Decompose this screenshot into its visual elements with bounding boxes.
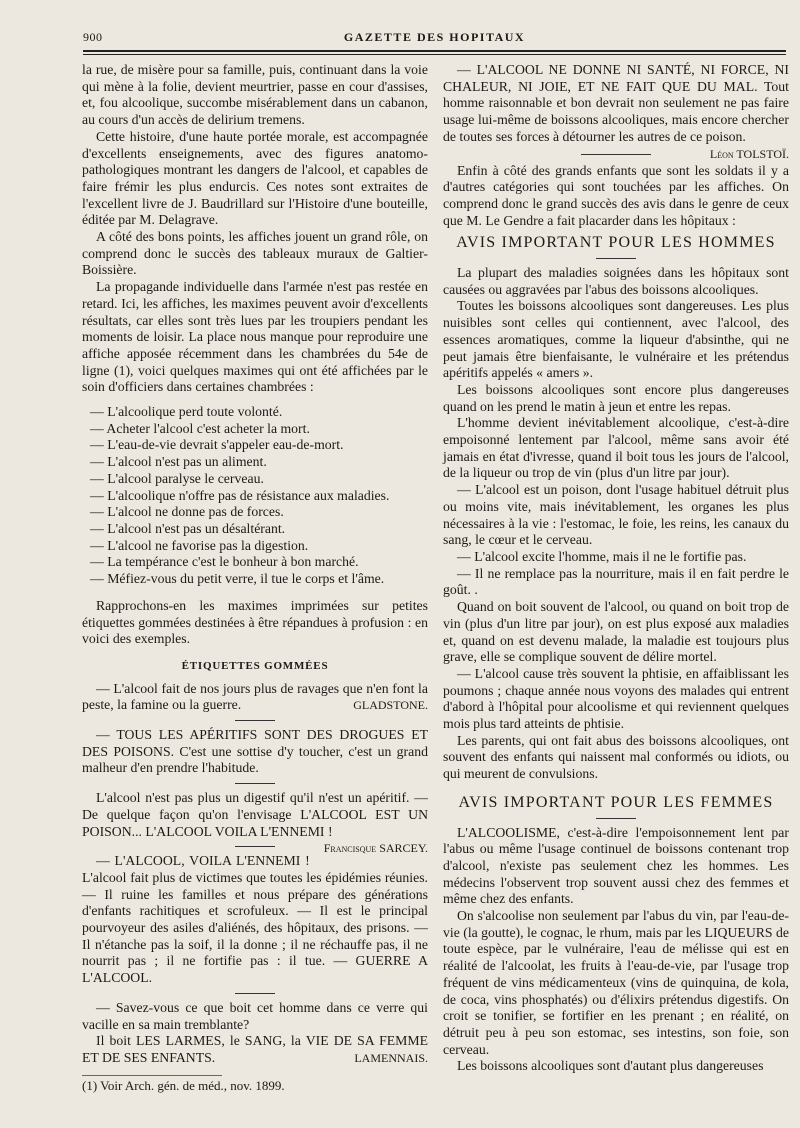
separator — [596, 258, 636, 259]
maxim: — L'eau-de-vie devrait s'appeler eau-de-mort. — [90, 437, 344, 453]
separator — [235, 993, 275, 994]
quote-text: — L'alcool fait de nos jours plus de ravages que n'en font la peste, la famine ou la guerre. — [82, 680, 428, 713]
quote — [443, 62, 789, 161]
quote: — L'ALCOOL, VOILA L'ENNEMI ! L'alcool fait plus de victimes que toutes les épidémies réunies. — Il ruine les familles et nous prépare des générations d'enfants rachitiques et scrofuleux. — Il est le principal pourvoyeur des asiles d'aliénés, des hôpitaux, des prisons. — Il n'étanche pas la soif, il la donne ; il ne réchauffe pas, il ne nourrit pas ; il ne fortifie pas : il tue. — GUERRE A L'ALCOOL. — [82, 853, 428, 986]
paragraph: On s'alcoolise non seulement par l'abus du vin, par l'eau-de-vie (la goutte), le cognac, le rhum, mais par les LIQUEURS de toute espèce, par le vulnéraire, l'eau de mélisse qui est en réalité de l'alcoolat, les fruits à l'eau-de-vie, par l'usage trop fréquent de vins médicamenteux (vins de quinquina, de kola, de coca, vins phosphatés) ou d'élixirs prétendus digestifs. On croit se tonifier, se fortifier en les prenant ; en réalité, on détruit peu à peu son estomac, ses intestins, son foie, son cerveau. — [443, 908, 789, 1057]
quote-author: GLADSTONE. — [353, 698, 428, 713]
footnote: (1) Voir Arch. gén. de méd., nov. 1899. — [82, 1075, 222, 1095]
paragraph: L'ALCOOLISME, c'est-à-dire l'empoisonnement lent par l'abus ou même l'usage continuel de boissons contenant trop d'alcool, n'existe pas seulement chez les hommes. Les médecins l'observent trop souvent aussi chez des femmes et même chez des enfants. — [443, 824, 789, 907]
paragraph: Les boissons alcooliques sont d'autant plus dangereuses — [457, 1058, 764, 1074]
section-heading-avis-femmes: AVIS IMPORTANT POUR LES FEMMES — [458, 793, 774, 811]
left-column — [82, 62, 428, 1095]
paragraph: A côté des bons points, les affiches jouent un grand rôle, on comprend donc le succès des tableaux muraux de Galtier-Boissière. — [82, 229, 428, 278]
maxim: — L'alcoolique n'offre pas de résistance aux maladies. — [90, 487, 390, 503]
paragraph: L'homme devient inévitablement alcoolique, c'est-à-dire empoisonné lentement par l'alcool, même sans avoir été jamais en état d'ivresse, quand il boit tous les jours de l'alcool, de la liqueur ou trop de vin (plus d'un litre par jour). — [443, 415, 789, 481]
separator — [235, 720, 275, 721]
section-heading-etiquettes: ÉTIQUETTES GOMMÉES — [181, 659, 329, 672]
journal-title: GAZETTE DES HOPITAUX — [343, 30, 526, 44]
paragraph: Rapprochons-en les maximes imprimées sur petites étiquettes gommées destinées à être répandues à profusion : en voici des exemples. — [82, 597, 428, 647]
paragraph: Cette histoire, d'une haute portée morale, est accompagnée d'excellents enseignements, avec des figures anatomo-pathologiques montrant les dangers de l'alcool, et capables de faire frémir les plus endurcis. Ces notes sont extraites de l'excellent livre de J. Baudrillard sur l'Histoire d'une bouteille, éditée par M. Delagrave. — [82, 128, 428, 228]
paragraph: Les boissons alcooliques sont encore plus dangereuses quand on les prend le matin à jeun et entre les repas. — [443, 381, 789, 414]
maxim: — L'alcool n'est pas un désaltérant. — [90, 520, 286, 536]
paragraph: Toutes les boissons alcooliques sont dangereuses. Les plus nuisibles sont celles qui contiennent, avec l'alcool, des essences aromatiques, comme la liqueur d'absinthe, qui ne peut jamais être bienfaisante, le vulnéraire et les prétendus apéritifs appelés « amers ». — [443, 298, 789, 381]
quote-text: L'alcool n'est pas plus un digestif qu'il n'est un apéritif. — De quelque façon qu'on l'envisage L'ALCOOL EST UN POISON... L'ALCOOL VOILA L'ENNEMI ! — [82, 790, 428, 839]
maxim: — La tempérance c'est le bonheur à bon marché. — [90, 554, 359, 570]
header-rule-thin — [83, 54, 786, 55]
quote: — TOUS LES APÉRITIFS SONT DES DROGUES ET DES POISONS. C'est une sottise d'y toucher, c'est un grand malheur d'en prendre l'habitude. — [82, 727, 428, 776]
quote-text: Il boit LES LARMES, le SANG, la VIE DE SA FEMME ET DE SES ENFANTS. — [82, 1033, 428, 1065]
page-number: 900 — [83, 30, 103, 44]
paragraph: Quand on boit souvent de l'alcool, ou quand on boit trop de vin (plus d'un litre par jour), on est plus exposé aux maladies et, quand on est devenu malade, la maladie est toujours plus grave, elle se complique souvent de délire mortel. — [443, 599, 789, 665]
maxim: — L'alcool paralyse le cerveau. — [90, 470, 264, 486]
maxim: — Méfiez-vous du petit verre, il tue le corps et l'âme. — [90, 571, 385, 587]
maxims-list — [82, 404, 428, 588]
header-rule — [83, 50, 786, 52]
maxim: — L'alcool n'est pas un aliment. — [90, 454, 267, 470]
paragraph: La propagande individuelle dans l'armée n'est pas restée en retard. Ici, les affiches, les maximes peuvent avoir d'excellents résultats, car elles sont très lues par les troupiers pendant les moments de loisir. La place nous manque pour reproduire une affiche apposée récemment dans les chambrées du 54e de ligne (1), voici quelques maximes qui ont été affichées par le soin d'officiers dans certaines chambrées : — [82, 279, 428, 395]
maxim: — Acheter l'alcool c'est acheter la mort. — [90, 420, 310, 436]
quote: — Savez-vous ce que boit cet homme dans ce verre qui vacille en sa main tremblante? — [82, 999, 428, 1032]
separator — [581, 154, 651, 155]
quote-text: — L'ALCOOL NE DONNE NI SANTÉ, NI FORCE, NI CHALEUR, NI JOIE, ET NE FAIT QUE DU MAL. Tout homme raisonnable et bon devrait non seulement ne pas faire usage lui-même de boissons alcooliques, mais encore chercher de toutes ses forces à détourner les autres de ce poison. — [443, 62, 789, 144]
maxim: — L'alcool ne donne pas de forces. — [90, 504, 284, 520]
paragraph: Les parents, qui ont fait abus des boissons alcooliques, ont souvent des enfants qui naissent mal conformés ou idiots, ou qui meurent de convulsions. — [443, 732, 789, 782]
quote-author: Francisque SARCEY. — [323, 841, 428, 856]
page-header — [83, 28, 786, 50]
paragraph: — Il ne remplace pas la nourriture, mais il en fait perdre le goût. . — [443, 565, 789, 598]
paragraph: Enfin à côté des grands enfants que sont les soldats il y a d'autres catégories qui sont touchées par les affiches. On comprend donc le grand succès des avis dans le genre de ceux que M. Le Gendre a fait placarder dans les hôpitaux : — [443, 162, 789, 228]
quote-author: LAMENNAIS. — [354, 1050, 428, 1065]
quote-author: Léon TOLSTOÏ. — [709, 146, 789, 161]
paragraph: — L'alcool cause très souvent la phtisie, en affaiblissant les poumons ; chaque année nous voyons des malades qui entrent d'abord à l'hôpital pour alcoolisme et qui reviennent quelques mois plus tard atteints de phtisie. — [443, 665, 789, 732]
separator — [235, 783, 275, 784]
paragraph: la rue, de misère pour sa famille, puis, continuant dans la voie qui mène à la folie, devient meurtrier, passe en cour d'assises, et, fou alcoolique, succombe misérablement dans un cabanon, au cours d'un accès de delirium tremens. — [82, 62, 428, 128]
right-column — [443, 62, 789, 1076]
paragraph: La plupart des maladies soignées dans les hôpitaux sont causées ou aggravées par l'abus des boissons alcooliques. — [443, 265, 789, 297]
section-heading-avis-hommes: AVIS IMPORTANT POUR LES HOMMES — [456, 234, 776, 252]
maxim: — L'alcoolique perd toute volonté. — [90, 404, 283, 420]
separator — [235, 846, 275, 847]
quote — [82, 790, 428, 856]
paragraph: — L'alcool est un poison, dont l'usage habituel détruit plus ou moins vite, mais inévitablement, les organes les plus nécessaires à la vie : l'estomac, le foie, les reins, les canaux du sang, le cœur et le cerveau. — [443, 482, 789, 548]
maxim: — L'alcool ne favorise pas la digestion. — [90, 537, 309, 553]
quote — [82, 681, 428, 714]
quote — [82, 1033, 428, 1066]
separator — [596, 818, 636, 819]
paragraph: — L'alcool excite l'homme, mais il ne le fortifie pas. — [457, 548, 747, 564]
